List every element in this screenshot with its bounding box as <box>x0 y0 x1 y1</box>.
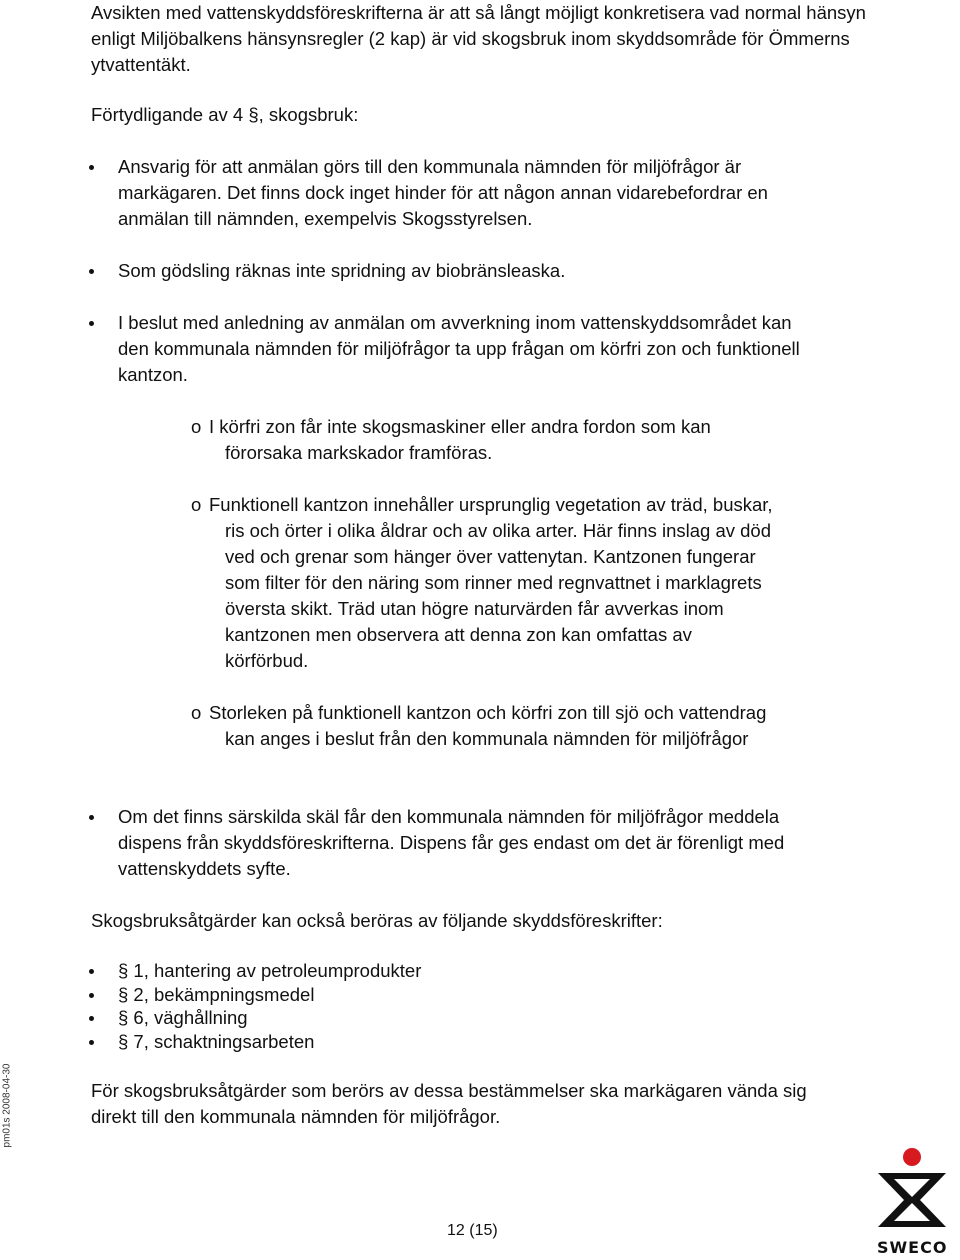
logo-text: SWECO <box>877 1238 948 1257</box>
list-item: I beslut med anledning av anmälan om avverkning inom vattenskyddsområdet kan den kommunala nämnden för miljöfrågor ta upp frågan om körfri zon och funktionell kantzon. <box>118 312 800 385</box>
sub-list-text-content: Storleken på funktionell kantzon och körfri zon till sjö och vattendrag kan anges i beslut från den kommunala nämnden för miljöfrågor <box>209 702 767 749</box>
sub-list-text-content: I körfri zon får inte skogsmaskiner eller andra fordon som kan förorsaka markskador framföras. <box>209 416 711 463</box>
closing-paragraph: För skogsbruksåtgärder som berörs av dessa bestämmelser ska markägaren vända sig direkt till den kommunala nämnden för miljöfrågor. <box>91 1080 807 1127</box>
bullet-icon <box>89 815 94 820</box>
bullet-icon <box>89 165 94 170</box>
section-ref-item <box>91 1029 314 1055</box>
page-number: 12 (15) <box>447 1222 498 1239</box>
sub-bullet-marker: o <box>191 416 202 437</box>
bullet-icon <box>89 269 94 274</box>
bullet-icon <box>89 969 94 974</box>
sub-list-text-content: Funktionell kantzon innehåller ursprunglig vegetation av träd, buskar, ris och örter i olika åldrar och av olika arter. Här finns inslag av död ved och grenar som hänger över vattenytan. Kantzonen fungerar som filter för den näring som rinner med regnvattnet i marklagrets översta skikt. Träd utan högre naturvärden får avverkas inom kantzonen men observera att denna zon kan omfattas av körförbud. <box>209 494 773 671</box>
document-code: pm01s 2008-04-30 <box>1 1063 13 1148</box>
sub-list-text <box>209 414 789 466</box>
section-ref-label: § 2, bekämpningsmedel <box>118 984 315 1005</box>
bullet-icon <box>89 1016 94 1021</box>
section-ref-label: § 6, väghållning <box>118 1007 248 1028</box>
sub-bullet-marker: o <box>191 494 202 515</box>
paragraph: Skogsbruksåtgärder kan också beröras av följande skyddsföreskrifter: <box>91 910 663 931</box>
section-heading: Förtydligande av 4 §, skogsbruk: <box>91 104 359 125</box>
sub-bullet-marker: o <box>191 702 202 723</box>
bullet-icon <box>89 1040 94 1045</box>
section-ref-item <box>91 1005 248 1031</box>
list-item: Som gödsling räknas inte spridning av biobränsleaska. <box>118 260 566 281</box>
sub-list-item <box>209 700 784 752</box>
intro-paragraph: Avsikten med vattenskyddsföreskrifterna är att så långt möjligt konkretisera vad normal hänsyn enligt Miljöbalkens hänsynsregler (2 kap) är vid skogsbruk inom skyddsområde för Ömmerns ytvattentäkt. <box>91 2 866 75</box>
list-item: Ansvarig för att anmälan görs till den kommunala nämnden för miljöfrågor är markägaren. Det finns dock inget hinder för att någon annan vidarebefordrar en anmälan till nämnden, exempelvis Skogsstyrelsen. <box>118 156 768 229</box>
section-ref-item <box>91 958 421 984</box>
section-ref-label: § 7, schaktningsarbeten <box>118 1031 315 1052</box>
bullet-icon <box>89 993 94 998</box>
bullet-icon <box>89 321 94 326</box>
list-item: Om det finns särskilda skäl får den kommunala nämnden för miljöfrågor meddela dispens från skyddsföreskrifterna. Dispens får ges endast om det är förenligt med vattenskyddets syfte. <box>118 806 785 879</box>
section-ref-label: § 1, hantering av petroleumprodukter <box>118 960 422 981</box>
sub-list-item <box>209 414 789 466</box>
sub-list-item <box>209 492 779 674</box>
